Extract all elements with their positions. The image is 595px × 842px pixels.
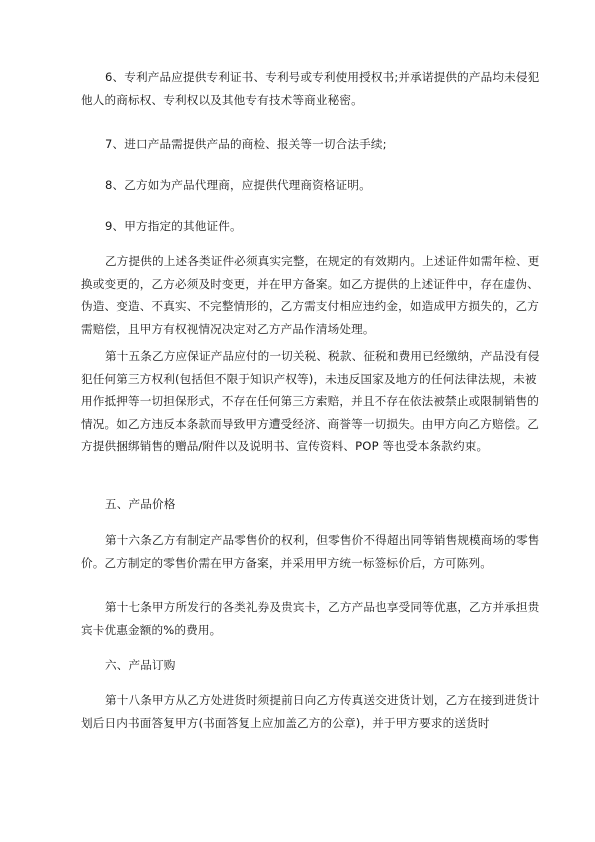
article-17-paragraph: 第十七条甲方所发行的各类礼券及贵宾卡，乙方产品也享受同等优惠，乙方并承担贵宾卡优惠金额的%的费用。: [81, 600, 540, 637]
clause-7-paragraph: 7、进口产品需提供产品的商检、报关等一切合法手续;: [105, 137, 387, 151]
article-18-paragraph: 第十八条甲方从乙方处进货时须提前日向乙方传真送交进货计划，乙方在接到进货计划后日内书面答复甲方(书面答复上应加盖乙方的公章)，并于甲方要求的送货时: [81, 693, 540, 730]
certificates-paragraph: 乙方提供的上述各类证件必须真实完整，在规定的有效期内。上述证件如需年检、更换或变更的，乙方必须及时变更，并在甲方备案。如乙方提供的上述证件中，存在虚伪、伪造、变造、不真实、不完整情形的，乙方需支付相应违约金，如造成甲方损失的，乙方需赔偿，且甲方有权视情况决定对乙方产品作清场处理。: [81, 254, 540, 336]
section-5-heading: 五、产品价格: [105, 497, 176, 511]
clause-8-paragraph: 8、乙方如为产品代理商，应提供代理商资格证明。: [105, 178, 371, 192]
article-15-paragraph: 第十五条乙方应保证产品应付的一切关税、税款、征税和费用已经缴纳，产品没有侵犯任何第三方权利(包括但不限于知识产权等)，未违反国家及地方的任何法律法规，未被用作抵押等一切担保形式，不存在任何第三方索赔，并且不存在依法被禁止或限制销售的情况。如乙方违反本条款而导致甲方遭受经济、商誉等一切损失。由甲方向乙方赔偿。乙方提供捆绑销售的赠品/附件以及说明书、宣传资料、POP 等也受本条款约束。: [81, 349, 540, 453]
article-16-paragraph: 第十六条乙方有制定产品零售价的权利，但零售价不得超出同等销售规模商场的零售价。乙方制定的零售价需在甲方备案，并采用甲方统一标签标价后，方可陈列。: [81, 533, 540, 570]
clause-6-paragraph: 6、专利产品应提供专利证书、专利号或专利使用授权书;并承诺提供的产品均未侵犯他人的商标权、专利权以及其他专有技术等商业秘密。: [81, 70, 540, 107]
clause-9-paragraph: 9、甲方指定的其他证件。: [105, 219, 242, 233]
section-6-heading: 六、产品订购: [105, 658, 176, 672]
